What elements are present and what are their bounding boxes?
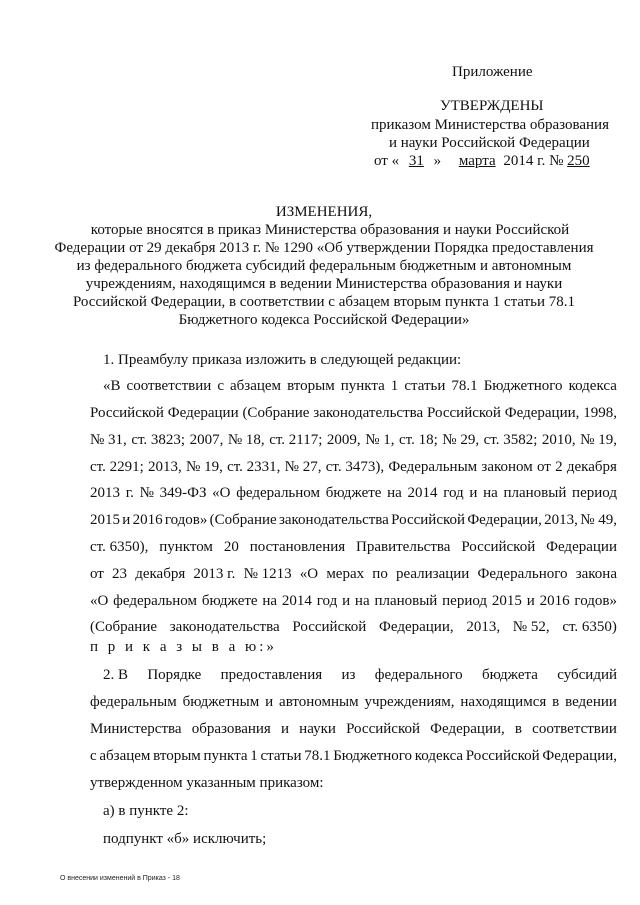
word: пункта — [340, 378, 385, 394]
word: № 49, — [580, 512, 617, 528]
quote-line — [90, 458, 617, 476]
word: и — [265, 694, 274, 710]
word: федеральном — [113, 593, 197, 609]
word: год — [316, 593, 338, 609]
word: 2010, — [541, 432, 576, 448]
word: Федерации — [167, 405, 239, 421]
word: федеральном — [236, 485, 321, 501]
word: Российской — [461, 539, 536, 555]
word: 78.1 — [451, 378, 478, 394]
word: предоставления — [220, 667, 323, 683]
word: Федерального — [477, 566, 568, 582]
word: ст. 6350) — [562, 619, 617, 635]
word: период — [442, 593, 488, 609]
word: 2013, — [148, 459, 182, 475]
word: № 52, — [512, 619, 550, 635]
word: кодекса — [568, 378, 617, 394]
word: абзацем — [99, 748, 151, 764]
word: Федерации, — [430, 721, 505, 737]
word: ст. 2331, — [227, 459, 281, 475]
word: Правительства — [356, 539, 451, 555]
word: 23 — [112, 566, 128, 582]
word: бюджетным — [182, 694, 260, 710]
quote-line — [90, 484, 617, 502]
word: с — [90, 748, 97, 764]
word: по — [372, 566, 388, 582]
item-2-last-line: утвержденном указанным приказом: — [90, 775, 324, 791]
word: 20 — [223, 539, 239, 555]
word: с — [217, 378, 224, 394]
word: Российской — [465, 748, 540, 764]
title-line: Российской Федерации, в соответствии с абзацем вторым пункта 1 статьи 78.1 — [72, 294, 576, 310]
word: Порядке — [147, 667, 202, 683]
word: «В — [103, 378, 121, 394]
word: ст. 3823; — [131, 432, 186, 448]
word: период — [572, 485, 617, 501]
order-number: 250 — [567, 153, 590, 169]
word: законодательства — [169, 619, 280, 635]
word: 1998, — [583, 405, 617, 421]
sub-item-a: а) в пункте 2: — [103, 803, 189, 819]
date-day: 31 — [408, 153, 424, 169]
word: законом — [481, 459, 533, 475]
word: № 27, — [284, 459, 322, 475]
word: год — [443, 485, 464, 501]
word: Российской — [391, 512, 466, 528]
word: кодекса — [414, 748, 464, 764]
word: Федеральным — [388, 459, 478, 475]
word: федеральным — [90, 694, 177, 710]
word: бюджете — [325, 485, 382, 501]
word: 2015 — [90, 512, 120, 528]
word: соответствии — [126, 378, 212, 394]
word: (Собрание — [242, 405, 310, 421]
word: 2013, — [466, 619, 501, 635]
word: ст. 18; — [399, 432, 438, 448]
quote-line — [90, 404, 617, 422]
word: ст. 6350), — [90, 539, 149, 555]
word: соответствии — [532, 721, 617, 737]
word: на — [387, 485, 402, 501]
word: годов» — [164, 512, 208, 528]
date-prefix: от « — [374, 153, 400, 169]
quote-line — [103, 377, 617, 395]
word: 2009, — [326, 432, 361, 448]
word: постановления — [249, 539, 346, 555]
word: № 29, — [442, 432, 480, 448]
word: ведении — [565, 694, 617, 710]
word: на — [262, 593, 278, 609]
quote-line — [90, 538, 617, 556]
word: декабря — [135, 566, 186, 582]
word: «О — [299, 566, 319, 582]
word: плановый — [374, 593, 438, 609]
word: на — [354, 593, 370, 609]
word: мерах — [326, 566, 365, 582]
word: ст. 3473), — [325, 459, 385, 475]
word: Бюджетного — [333, 748, 413, 764]
word: Российской — [90, 405, 164, 421]
word: 2016 — [539, 593, 570, 609]
word: законодательства — [313, 405, 424, 421]
item-2-line — [90, 720, 617, 738]
word: в — [552, 694, 560, 710]
quote-line — [90, 592, 617, 610]
word: Федерации, — [379, 619, 454, 635]
word: Федерации, — [542, 748, 617, 764]
quote-line — [90, 618, 617, 636]
word: из — [341, 667, 356, 683]
word: 2007, — [189, 432, 224, 448]
word: статьи — [404, 378, 446, 394]
word: ст. 2117; — [269, 432, 323, 448]
word: абзацем — [230, 378, 282, 394]
word: вторым — [287, 378, 335, 394]
word: законодательства — [278, 512, 389, 528]
word: № 1213 — [243, 566, 292, 582]
order-date-line — [374, 152, 590, 170]
word: бюджете — [201, 593, 258, 609]
word: 2. В — [103, 667, 129, 683]
quote-line — [90, 565, 617, 583]
word: годов» — [574, 593, 617, 609]
word: вторым — [153, 748, 201, 764]
item-2-line — [90, 693, 617, 711]
word: науки — [299, 721, 336, 737]
word: пункта — [203, 748, 248, 764]
word: № 31, — [90, 432, 127, 448]
word: № — [139, 485, 154, 501]
word: находящимся — [460, 694, 547, 710]
quote-line — [90, 431, 617, 449]
quote-line — [90, 511, 617, 529]
word: реализации — [396, 566, 470, 582]
title-line: из федерального бюджета субсидий федеральным бюджетным и автономным — [76, 258, 572, 274]
word: 2013 г. — [193, 566, 236, 582]
word: 2014 — [407, 485, 438, 501]
item-2-line — [103, 666, 617, 684]
item-2-line — [90, 747, 617, 765]
word: и — [280, 721, 290, 737]
footer-note: О внесении изменений в Приказ - 18 — [60, 875, 180, 882]
date-month: марта — [458, 153, 496, 169]
word: «О — [212, 485, 231, 501]
title-line: Бюджетного кодекса Российской Федерации» — [178, 312, 470, 328]
appendix-label: Приложение — [452, 64, 533, 80]
word: декабря — [566, 459, 617, 475]
order-line-2: и науки Российской Федерации — [389, 135, 590, 151]
word: в — [514, 721, 523, 737]
word: Министерства — [90, 721, 182, 737]
title-line: учреждениям, находящимся в ведении Министерства образования и науки — [85, 276, 563, 292]
word: (Собрание — [209, 512, 277, 528]
word: плановый — [503, 485, 567, 501]
word: Российской — [346, 721, 421, 737]
word: пунктом — [159, 539, 213, 555]
word: Федерации — [546, 539, 617, 555]
word: статьи — [260, 748, 302, 764]
word: 78.1 — [304, 748, 331, 764]
item-1-heading: 1. Преамбулу приказа изложить в следующей редакции: — [103, 352, 462, 368]
sub-item-b: подпункт «б» исключить; — [103, 831, 267, 847]
word: 2013, — [544, 512, 578, 528]
word: (Собрание — [90, 619, 158, 635]
word: ст. 2291; — [90, 459, 144, 475]
word: 1 — [390, 378, 399, 394]
document-heading: ИЗМЕНЕНИЯ, — [275, 204, 373, 220]
word: и — [342, 593, 351, 609]
word: 2014 — [281, 593, 312, 609]
word: Российской — [427, 405, 501, 421]
word: № 19, — [186, 459, 223, 475]
word: закона — [575, 566, 617, 582]
word: 2013 — [90, 485, 120, 501]
word: от — [537, 459, 551, 475]
title-line: которые вносятся в приказ Министерства образования и науки Российской — [90, 222, 570, 238]
title-line: Федерации от 29 декабря 2013 г. № 1290 «Об утверждении Порядка предоставления — [54, 240, 594, 256]
order-line-1: приказом Министерства образования — [371, 117, 609, 133]
date-mid: » — [433, 153, 442, 169]
word: автономным — [279, 694, 359, 710]
word: 349-ФЗ — [159, 485, 207, 501]
word: 2 — [555, 459, 563, 475]
word: и — [526, 593, 535, 609]
word: 1 — [250, 748, 258, 764]
word: ст. 3582; — [483, 432, 538, 448]
word: «О — [90, 593, 109, 609]
word: 2016 — [132, 512, 163, 528]
word: образования — [191, 721, 271, 737]
word: № 19, — [580, 432, 617, 448]
word: на — [483, 485, 498, 501]
word: 2015 — [491, 593, 522, 609]
date-year: 2014 г. № — [503, 153, 564, 169]
word: Российской — [292, 619, 367, 635]
word: Федерации, — [504, 405, 580, 421]
word: учреждениям, — [364, 694, 455, 710]
word: г. — [125, 485, 134, 501]
word: Федерации, — [467, 512, 542, 528]
word: от — [90, 566, 104, 582]
word: № 18, — [227, 432, 265, 448]
word: федерального — [374, 667, 463, 683]
word: и — [469, 485, 478, 501]
word: № 1, — [365, 432, 395, 448]
order-word: п р и к а з ы в а ю:» — [90, 639, 277, 655]
approved-label: УТВЕРЖДЕНЫ — [440, 98, 544, 114]
word: субсидий — [557, 667, 617, 683]
word: бюджета — [481, 667, 538, 683]
word: Бюджетного — [483, 378, 563, 394]
word: и — [122, 512, 131, 528]
